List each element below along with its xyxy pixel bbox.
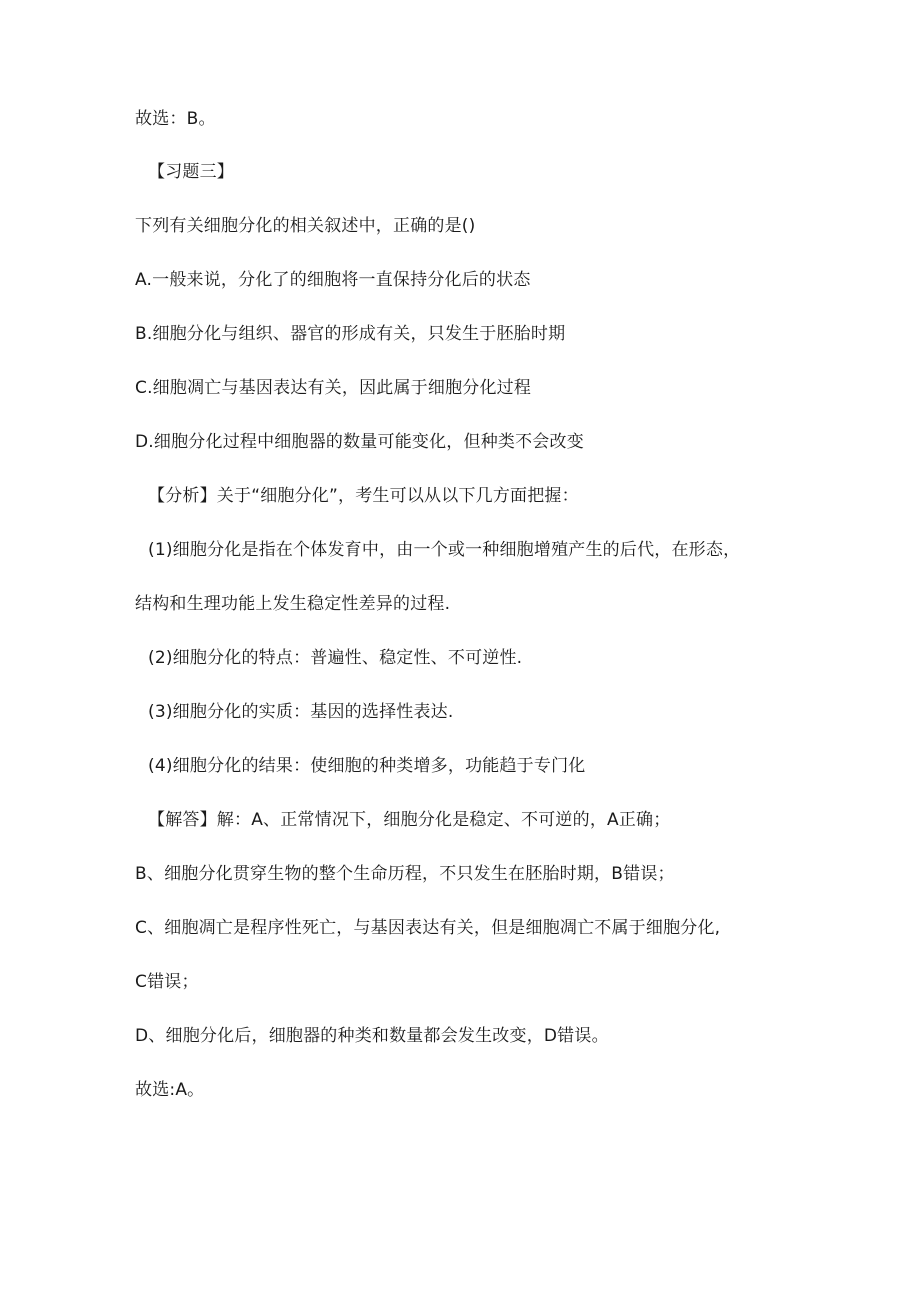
exercise-heading: 【习题三】 bbox=[148, 162, 234, 182]
answer-previous: 故选：B。 bbox=[135, 109, 216, 129]
analysis-point-1-cont: 结构和生理功能上发生稳定性差异的过程. bbox=[135, 594, 451, 614]
option-d: D.细胞分化过程中细胞器的数量可能变化，但种类不会改变 bbox=[135, 432, 584, 452]
solution-b: B、细胞分化贯穿生物的整个生命历程，不只发生在胚胎时期，B错误； bbox=[135, 864, 675, 884]
analysis-heading: 【分析】关于“细胞分化”，考生可以从以下几方面把握： bbox=[148, 486, 579, 506]
analysis-point-3: (3)细胞分化的实质：基因的选择性表达. bbox=[148, 702, 454, 722]
option-b: B.细胞分化与组织、器官的形成有关，只发生于胚胎时期 bbox=[135, 324, 566, 344]
solution-c-cont: C错误； bbox=[135, 972, 199, 992]
final-answer: 故选:A。 bbox=[135, 1080, 205, 1100]
option-c: C.细胞凋亡与基因表达有关，因此属于细胞分化过程 bbox=[135, 378, 532, 398]
question-stem: 下列有关细胞分化的相关叙述中，正确的是() bbox=[135, 216, 476, 236]
analysis-point-2: (2)细胞分化的特点：普遍性、稳定性、不可逆性. bbox=[148, 648, 523, 668]
option-a: A.一般来说，分化了的细胞将一直保持分化后的状态 bbox=[135, 270, 531, 290]
analysis-point-1: (1)细胞分化是指在个体发育中，由一个或一种细胞增殖产生的后代，在形态， bbox=[148, 540, 741, 560]
solution-a: 【解答】解：A、正常情况下，细胞分化是稳定、不可逆的，A正确； bbox=[148, 810, 671, 830]
analysis-point-4: (4)细胞分化的结果：使细胞的种类增多，功能趋于专门化 bbox=[148, 756, 586, 776]
solution-d: D、细胞分化后，细胞器的种类和数量都会发生改变，D错误。 bbox=[135, 1026, 609, 1046]
solution-c: C、细胞凋亡是程序性死亡，与基因表达有关，但是细胞凋亡不属于细胞分化, bbox=[135, 918, 721, 938]
